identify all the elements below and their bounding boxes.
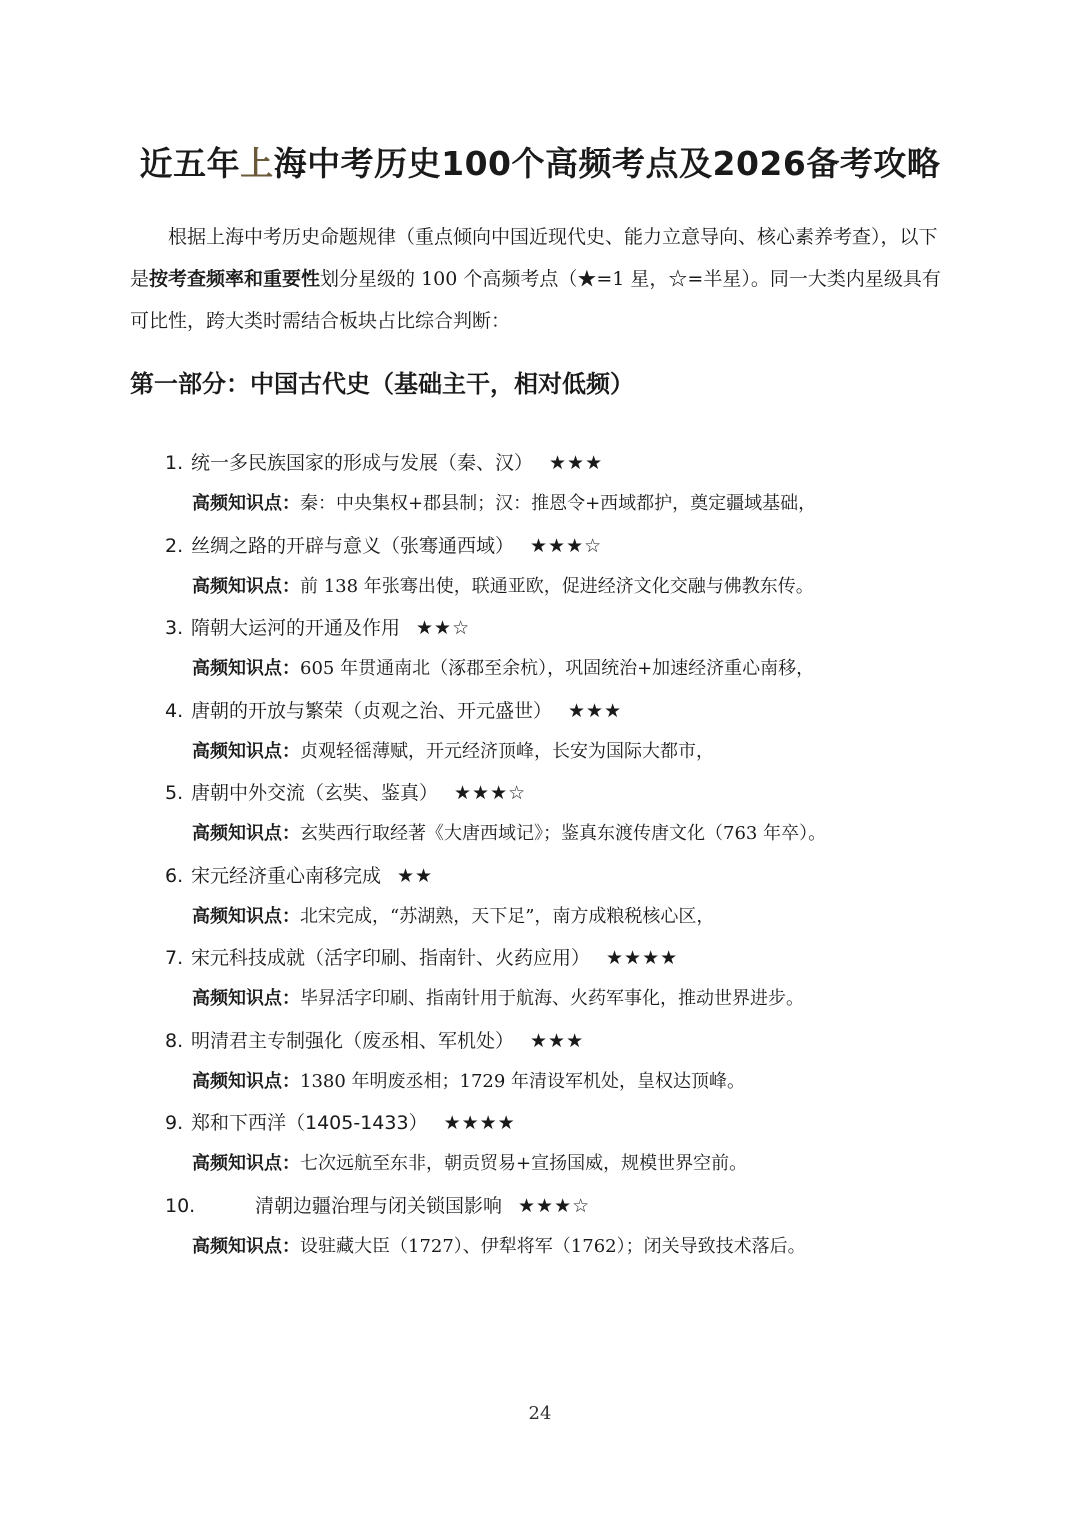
star-rating: ★★★ — [549, 452, 604, 474]
item-title: 清朝边疆治理与闭关锁国影响 — [255, 1194, 503, 1217]
item-heading — [165, 1108, 516, 1138]
item-heading — [165, 448, 603, 478]
item-title: 郑和下西洋（1405-1433） — [191, 1112, 428, 1134]
item-number: 2. — [165, 534, 184, 557]
item-title: 宋元科技成就（活字印刷、指南针、火药应用） — [191, 947, 591, 969]
item-number: 8. — [165, 1029, 184, 1052]
item-number: 6. — [165, 864, 184, 887]
title-pre: 近五年 — [139, 144, 241, 183]
item-heading — [165, 943, 678, 973]
item-number: 3. — [165, 617, 184, 639]
item-number: 1. — [165, 452, 184, 474]
knowledge-text: 设驻藏大臣（1727）、伊犁将军（1762）；闭关导致技术落后。 — [300, 1235, 806, 1257]
item-number: 10. — [165, 1194, 196, 1217]
star-rating: ★★ — [397, 864, 434, 887]
knowledge-label: 高频知识点： — [192, 1153, 300, 1174]
list-item — [0, 531, 1080, 614]
section-title: 第一部分：中国古代史（基础主干，相对低频） — [130, 370, 634, 398]
knowledge-text: 贞观轻徭薄赋，开元经济顶峰，长安为国际大都市， — [300, 740, 714, 762]
item-number: 5. — [165, 782, 184, 804]
item-detail — [192, 572, 814, 602]
list-item — [0, 613, 1080, 696]
star-rating: ★★★★ — [606, 947, 679, 969]
item-detail — [192, 654, 814, 684]
item-heading — [165, 861, 433, 891]
list-item — [0, 778, 1080, 861]
knowledge-text: 毕昇活字印刷、指南针用于航海、火药军事化，推动世界进步。 — [300, 988, 804, 1009]
knowledge-label: 高频知识点： — [192, 493, 300, 514]
star-rating: ★★★★ — [443, 1112, 516, 1134]
item-title: 唐朝中外交流（玄奘、鉴真） — [191, 782, 439, 804]
item-detail — [192, 902, 714, 932]
intro-part2: 划分星级的 100 个高频考点（★=1 星，☆=半星）。同一大类内星级具有可比性，跨大类时需结合板块占比综合判断： — [130, 268, 941, 332]
item-heading — [165, 1191, 590, 1221]
page-number: 24 — [528, 1403, 552, 1424]
star-rating: ★★★ — [568, 699, 623, 722]
item-detail — [192, 1149, 747, 1179]
list-item — [0, 1108, 1080, 1191]
item-detail — [192, 984, 804, 1014]
item-detail — [192, 489, 816, 519]
knowledge-text: 七次远航至东非，朝贡贸易+宣扬国威，规模世界空前。 — [300, 1153, 748, 1174]
knowledge-label: 高频知识点： — [192, 1235, 300, 1257]
knowledge-label: 高频知识点： — [192, 823, 300, 844]
knowledge-text: 北宋完成，“苏湖熟，天下足”，南方成粮税核心区， — [300, 905, 715, 927]
title-post: 海中考历史100个高频考点及2026备考攻略 — [273, 144, 941, 183]
list-item — [0, 943, 1080, 1026]
star-rating: ★★★ — [530, 1029, 585, 1052]
star-rating: ★★☆ — [416, 617, 471, 639]
knowledge-label: 高频知识点： — [192, 575, 300, 597]
item-detail — [192, 1232, 806, 1262]
item-number: 4. — [165, 699, 184, 722]
item-title: 唐朝的开放与繁荣（贞观之治、开元盛世） — [191, 699, 553, 722]
intro-bold: 按考查频率和重要性 — [149, 268, 321, 290]
knowledge-text: 605 年贯通南北（涿郡至余杭），巩固统治+加速经济重心南移， — [300, 658, 815, 679]
knowledge-text: 玄奘西行取经著《大唐西域记》；鉴真东渡传唐文化（763 年卒）。 — [300, 823, 827, 844]
knowledge-label: 高频知识点： — [192, 740, 300, 762]
item-title: 宋元经济重心南移完成 — [191, 864, 382, 887]
item-number: 7. — [165, 947, 184, 969]
item-heading — [165, 531, 602, 561]
item-detail — [192, 1067, 745, 1097]
item-title: 丝绸之路的开辟与意义（张骞通西域） — [191, 534, 515, 557]
item-title: 明清君主专制强化（废丞相、军机处） — [191, 1029, 515, 1052]
star-rating: ★★★☆ — [518, 1194, 591, 1217]
page-title — [0, 138, 1080, 185]
list-item — [0, 861, 1080, 944]
star-rating: ★★★☆ — [454, 782, 527, 804]
item-heading — [165, 613, 470, 643]
item-heading — [165, 696, 622, 726]
intro-paragraph — [130, 216, 950, 342]
knowledge-text: 前 138 年张骞出使，联通亚欧，促进经济文化交融与佛教东传。 — [300, 575, 814, 597]
star-rating: ★★★☆ — [530, 534, 603, 557]
item-title: 隋朝大运河的开通及作用 — [191, 617, 401, 639]
knowledge-label: 高频知识点： — [192, 905, 300, 927]
list-item — [0, 448, 1080, 531]
item-number: 9. — [165, 1112, 184, 1134]
intro-part1: 根据上海中考历史命题规律（重点倾向中国近现代史、能力立意导向、核心素养考查），以下是 — [130, 226, 938, 290]
knowledge-text: 1380 年明废丞相；1729 年清设军机处，皇权达顶峰。 — [300, 1070, 746, 1092]
knowledge-label: 高频知识点： — [192, 658, 300, 679]
item-title: 统一多民族国家的形成与发展（秦、汉） — [191, 452, 534, 474]
list-item — [0, 696, 1080, 779]
list-item — [0, 1191, 1080, 1274]
knowledge-text: 秦：中央集权+郡县制；汉：推恩令+西域都护，奠定疆域基础， — [300, 493, 817, 514]
item-detail — [192, 737, 714, 767]
item-heading — [165, 778, 526, 808]
list-item — [0, 1026, 1080, 1109]
title-accent: 上 — [240, 144, 274, 183]
knowledge-label: 高频知识点： — [192, 1070, 300, 1092]
knowledge-label: 高频知识点： — [192, 988, 300, 1009]
topic-list — [0, 448, 1080, 1273]
item-heading — [165, 1026, 584, 1056]
item-detail — [192, 819, 826, 849]
